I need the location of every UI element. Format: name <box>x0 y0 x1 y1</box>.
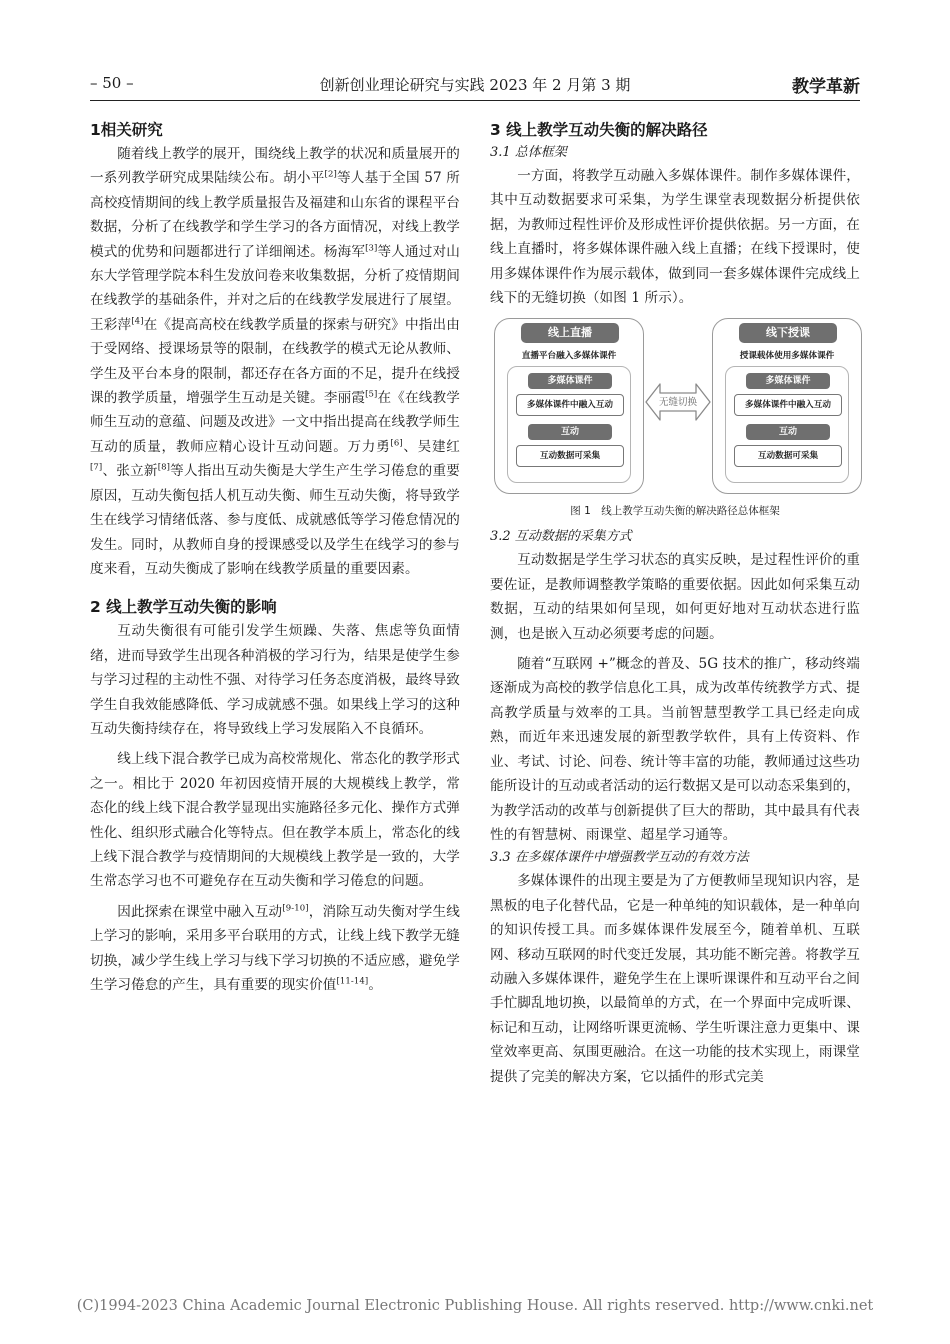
copyright-footer: (C)1994-2023 China Academic Journal Electronic Publishing House. All rights reserved. http://www.cnki.net <box>76 1298 874 1314</box>
left-column <box>90 118 460 997</box>
data-collectable-box: 互动数据可采集 <box>734 445 842 467</box>
section-2-paragraph-1: 互动失衡很有可能引发学生烦躁、失落、焦虑等负面情绪，进而导致学生出现各种消极的学习行为，结果是使学生参与学习过程的主动性不强、对待学习任务态度消极，最终导致学生自我效能感降低、学习成就感不强。如果线上学习的这种互动失衡持续存在，将导致线上学习发展陷入不良循环。 <box>90 623 460 737</box>
citation-ref: [6] <box>390 438 403 449</box>
header-rule <box>90 100 860 101</box>
offline-class-title: 线下授课 <box>739 323 837 343</box>
subsection-3-1-paragraph: 一方面，将教学互动融入多媒体课件。制作多媒体课件，其中互动数据要求可采集，为学生课堂表现数据分析提供依据，为教师过程性评价及形成性评价提供依据。另一方面，在线上直播时，将多媒体课件融入线上直播；在线下授课时，使用多媒体课件作为展示载体，做到同一套多媒体课件完成线上线下的无缝切换（如图 1 所示）。 <box>490 168 860 307</box>
section-2-paragraph-3: 因此探索在课堂中融入互动[9-10]，消除互动失衡对学生线上学习的影响，采用多平台联用的方式，让线上线下教学无缝切换，减少学生线上学习与线下学习切换的不适应感，避免学生学习倦怠的产生，具有重要的现实价值[11-14]。 <box>90 903 460 993</box>
subsection-3-2-paragraph-2: 随着“互联网 +”概念的普及、5G 技术的推广，移动终端逐渐成为高校的教学信息化工具，成为改革传统教学方式、提高教学质量与效率的工具。当前智慧型教学工具已经走向成熟，而近年来迅速发展的新型教学软件，具有上传资料、作业、考试、讨论、问卷、统计等丰富的功能，教师通过这些功能所设计的互动或者活动的运行数据又是可以动态采集到的，为教学活动的改革与创新提供了巨大的帮助，其中最具有代表性的有智慧树、雨课堂、超星学习通等。 <box>490 656 860 843</box>
courseware-interaction-box: 多媒体课件中融入互动 <box>734 394 842 416</box>
subsection-3-3-heading: 3.3 在多媒体课件中增强教学互动的有效方法 <box>490 850 749 866</box>
right-column <box>490 118 860 1089</box>
citation-ref: [11-14] <box>336 976 369 987</box>
section-1-paragraph: 随着线上教学的展开，围绕线上教学的状况和质量展开的一系列教学研究成果陆续公布。胡小平[2]等人基于全国 57 所高校疫情期间的线上教学质量报告及福建和山东省的课程平台数据，分析了在线教学和学生学习的各方面情况，对线上教学模式的优势和问题都进行了详细阐述。杨海军[3]等人通过对山东大学管理学院本科生发放问卷来收集数据，分析了疫情期间在线教学的基础条件，并对之后的在线教学发展进行了展望。王彩萍[4]在《提高高校在线教学质量的探索与研究》中指出由于受网络、授课场景等的限制，在线教学的模式无论从教师、学生及平台本身的限制，都还存在各方面的不足，提升在线授课的教学质量，增强学生互动是关键。李丽霞[5]在《在线教学师生互动的意蕴、问题及改进》一文中指出提高在线教学师生互动的质量，教师应精心设计互动问题。万力勇[6]、吴建红[7]、张立新[8]等人指出互动失衡是大学生产生学习倦怠的重要原因，互动失衡包括人机互动失衡、师生互动失衡，将导致学生在线学习情绪低落、参与度低、成就感低等学习倦怠情况的发生。同时，从教师自身的授课感受以及学生在线学习的参与度来看，互动失衡成了影响在线教学质量的重要因素。 <box>90 146 461 577</box>
offline-class-subtitle: 授课载体使用多媒体课件 <box>739 351 835 362</box>
citation-ref: [7] <box>90 462 103 473</box>
journal-title: 创新创业理论研究与实践 2023 年 2 月第 3 期 <box>319 76 631 94</box>
citation-ref: [9-10] <box>282 903 309 914</box>
figure-1-caption: 图 1 线上教学互动失衡的解决路径总体框架 <box>570 505 780 518</box>
citation-ref: [4] <box>131 316 144 327</box>
subsection-3-1-heading: 3.1 总体框架 <box>490 145 567 160</box>
section-1-heading: 1相关研究 <box>90 121 163 139</box>
subsection-3-2-heading: 3.2 互动数据的采集方式 <box>490 529 632 545</box>
page-number: – 50 – <box>90 74 134 92</box>
online-live-subtitle: 直播平台融入多媒体课件 <box>521 351 617 362</box>
courseware-pill: 多媒体课件 <box>528 373 612 389</box>
subsection-3-2-paragraph-1: 互动数据是学生学习状态的真实反映，是过程性评价的重要佐证，是教师调整教学策略的重要依据。因此如何采集互动数据，互动的结果如何呈现，如何更好地对互动状态进行监测，也是嵌入互动必须要考虑的问题。 <box>490 552 860 642</box>
seamless-switch-label: 无缝切换 <box>658 397 697 409</box>
courseware-pill: 多媒体课件 <box>746 373 830 389</box>
online-live-title: 线上直播 <box>521 323 619 343</box>
data-collectable-box: 互动数据可采集 <box>516 445 624 467</box>
offline-class-panel <box>712 318 862 494</box>
courseware-group <box>725 366 849 483</box>
section-2-paragraph-2: 线上线下混合教学已成为高校常规化、常态化的教学形式之一。相比于 2020 年初因疫情开展的大规模线上教学，常态化的线上线下混合教学显现出实施路径多元化、操作方式弹性化、组织形式融合化等特点。但在教学本质上，常态化的线上线下混合教学与疫情期间的大规模线上教学是一致的，大学生常态学习也不可避免存在互动失衡和学习倦怠的问题。 <box>90 751 460 890</box>
interaction-pill: 互动 <box>528 424 612 440</box>
section-2-heading: 2 线上教学互动失衡的影响 <box>90 598 277 617</box>
section-3-heading: 3 线上教学互动失衡的解决路径 <box>490 121 708 139</box>
citation-ref: [2] <box>324 169 337 180</box>
subsection-3-3-paragraph: 多媒体课件的出现主要是为了方便教师呈现知识内容，是黑板的电子化替代品，它是一种单纯的知识载体，是一种单向的知识传授工具。而多媒体课件发展至今，随着单机、互联网、移动互联网的时代变迁发展，其功能不断完善。将教学互动融入多媒体课件，避免学生在上课听课课件和互动平台之间手忙脚乱地切换，以最简单的方式，在一个界面中完成听课、标记和互动，让网络听课更流畅、学生听课注意力更集中、课堂效率更高、氛围更融洽。在这一功能的技术实现上，雨课堂提供了完美的解决方案，它以插件的形式完美 <box>490 873 860 1085</box>
courseware-interaction-box: 多媒体课件中融入互动 <box>516 394 624 416</box>
figure-1-diagram <box>490 318 860 496</box>
online-live-panel <box>494 318 644 494</box>
citation-ref: [5] <box>365 389 378 400</box>
section-label: 教学革新 <box>792 77 860 97</box>
citation-ref: [8] <box>157 462 171 473</box>
citation-ref: [3] <box>365 243 378 254</box>
page-header <box>90 72 860 98</box>
courseware-group <box>507 366 631 483</box>
interaction-pill: 互动 <box>746 424 830 440</box>
